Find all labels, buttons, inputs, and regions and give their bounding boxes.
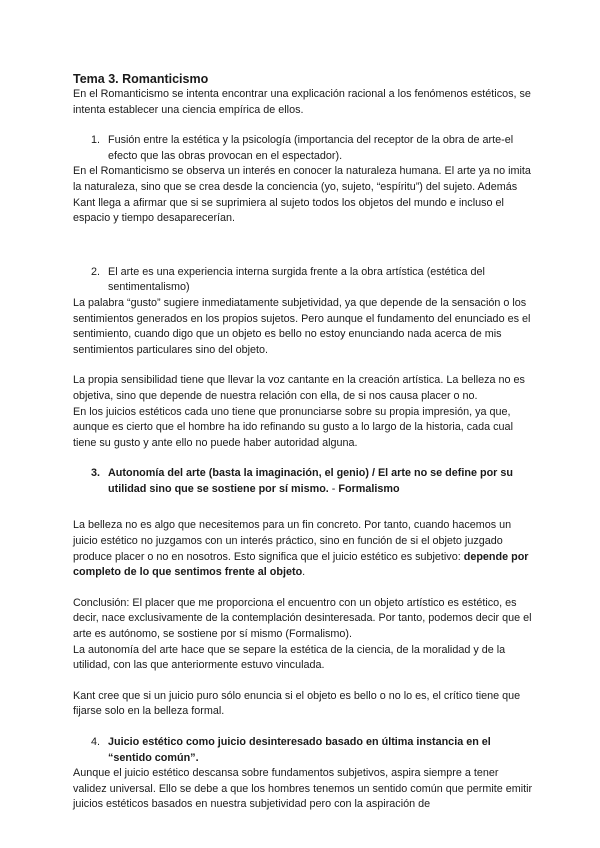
section-3-paragraph-1-end: . (302, 566, 306, 579)
section-3-paragraph-1-emphasis: depende por completo de lo que sentimos frente al objeto (73, 550, 529, 579)
section-2-number: 2. (91, 265, 101, 278)
section-1-paragraph: En el Romanticismo se observa un interés en conocer la naturaleza humana. El arte ya no imita la naturaleza, sino que se crea desde la conciencia (yo, sujeto, “espíritu”) del sujeto. Además Kant llega a afirmar que si se suprimiera al sujeto todos los objetos del mundo e incluso el espacio y tiempo desaparecerían. (73, 165, 531, 225)
document-title: Tema 3. Romanticismo (73, 72, 209, 86)
section-1-title: Fusión entre la estética y la psicología (importancia del receptor de la obra de arte-el efecto que las obras provocan en el espectador). (108, 134, 514, 162)
section-4-paragraph: Aunque el juicio estético descansa sobre fundamentos subjetivos, aspira siempre a tener validez universal. Ello se debe a que los hombres tenemos un sentido común que permite emitir juicios estéticos basados en nuestra subjetividad pero con la aspiración de (73, 767, 533, 811)
section-2-paragraph-1: La palabra “gusto” sugiere inmediatamente subjetividad, ya que depende de la sensación o los sentimientos generados en los propios sujetos. Pero aunque el fundamento del enunciado es el sentimiento, cuando digo que un objeto es bello no estoy enunciando nada acerca de mis sentimientos particulares sino del objeto. (73, 296, 531, 356)
section-3-paragraph-1 (73, 518, 535, 580)
section-4-heading (73, 735, 535, 766)
section-3-title-separator: - (328, 482, 339, 495)
section-1-number: 1. (91, 134, 101, 147)
section-3-paragraph-3: La autonomía del arte hace que se separe la estética de la ciencia, de la moralidad y de la utilidad, con las que anteriormente estuvo vinculada. (73, 643, 506, 672)
section-4-title: Juicio estético como juicio desinteresado basado en última instancia en el “sentido común”. (108, 736, 491, 764)
document-page (73, 72, 535, 813)
section-4-number: 4. (91, 736, 101, 748)
section-3-paragraph-1-text: La belleza no es algo que necesitemos para un fin concreto. Por tanto, cuando hacemos un juicio estético no juzgamos con un interés práctico, sino en función de si el objeto juzgado produce placer o no en nosotros. Esto significa que el juicio estético es subjetivo: (73, 519, 512, 563)
section-3-title: Autonomía del arte (basta la imaginación, el genio) / El arte no se define por su utilidad sino que se sostiene por sí mismo. (108, 467, 513, 495)
section-3-title-tail: Formalismo (338, 482, 400, 495)
section-3-number: 3. (91, 467, 101, 480)
section-2-paragraph-2: La propia sensibilidad tiene que llevar la voz cantante en la creación artística. La belleza no es objetiva, sino que depende de nuestra relación con ella, de si nos causa placer o no. (73, 374, 525, 402)
section-3-conclusion: Conclusión: El placer que me proporciona el encuentro con un objeto artístico es estético, es decir, nace exclusivamente de la contemplación desinteresada. Por tanto, podemos decir que el arte es autónomo, se sostiene por sí mismo (Formalismo). (73, 596, 532, 641)
section-2-title: El arte es una experiencia interna surgida frente a la obra artística (estética del sentimentalismo) (108, 265, 485, 294)
section-3-heading (73, 466, 535, 497)
intro-paragraph: En el Romanticismo se intenta encontrar una explicación racional a los fenómenos estéticos, se intenta establecer una ciencia empírica de ellos. (73, 88, 531, 116)
section-2-paragraph-3: En los juicios estéticos cada uno tiene que pronunciarse sobre su propia impresión, ya que, aunque es cierto que el hombre ha ido refinando su gusto a lo largo de la historia, cada cual tiene su gusto y ante ello no puede haber autoridad alguna. (73, 405, 513, 449)
section-2-heading (73, 265, 535, 296)
section-3-paragraph-4: Kant cree que si un juicio puro sólo enuncia si el objeto es bello o no lo es, el crítico tiene que fijarse solo en la belleza formal. (73, 689, 521, 718)
section-1-heading (73, 133, 535, 164)
